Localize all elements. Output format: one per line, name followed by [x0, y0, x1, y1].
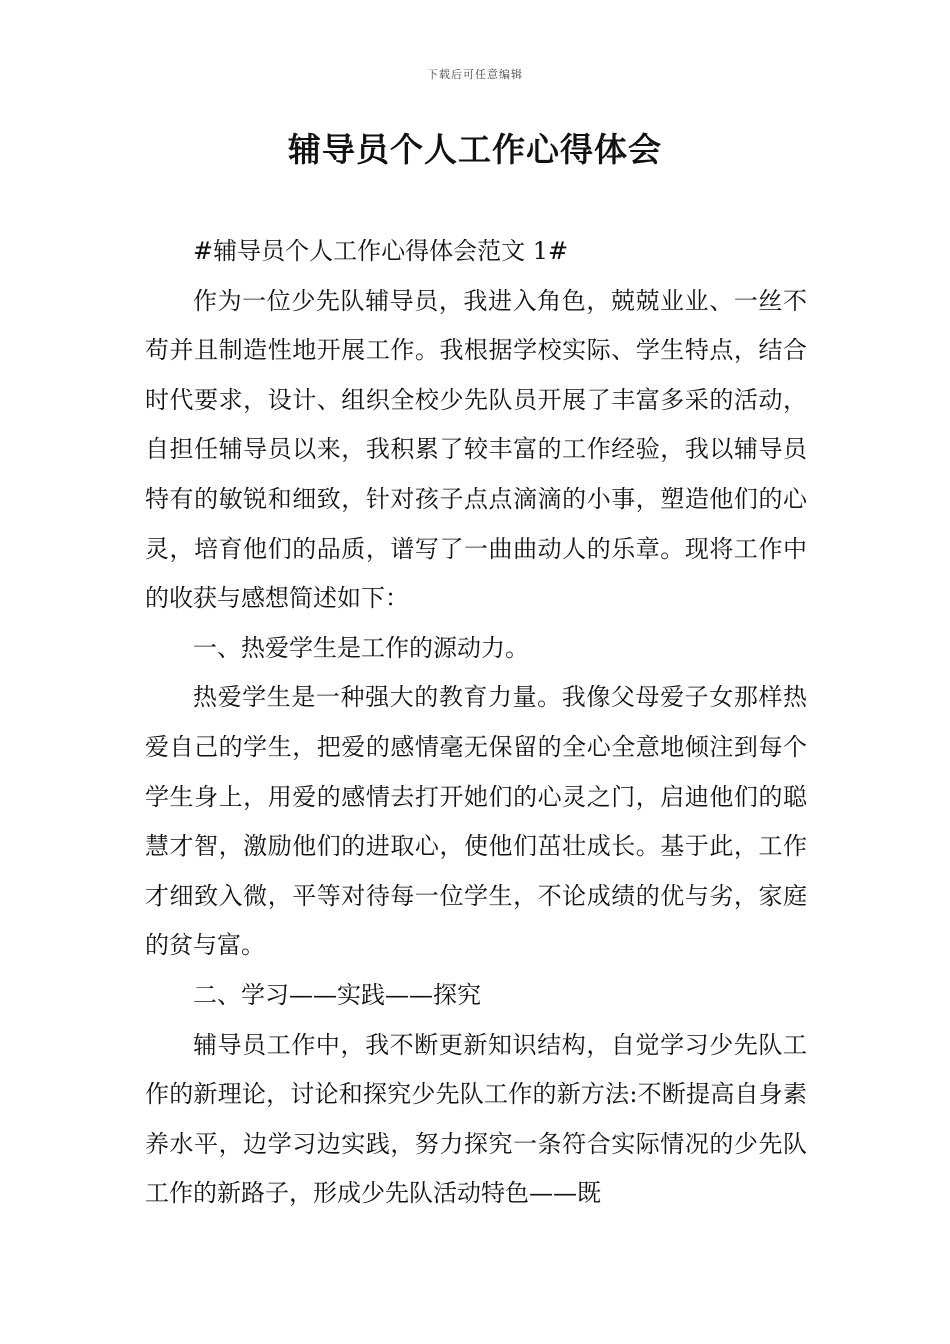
document-body — [145, 227, 807, 1219]
section-heading-1: 一、热爱学生是工作的源动力。 — [193, 633, 529, 662]
document-title: 辅导员个人工作心得体会 — [288, 130, 662, 169]
paragraph-intro: 作为一位少先队辅导员，我进入角色，兢兢业业、一丝不苟并且制造性地开展工作。我根据学校实际、学生特点，结合时代要求，设计、组织全校少先队员开展了丰富多采的活动，自担任辅导员以来，我积累了较丰富的工作经验，我以辅导员特有的敏锐和细致，针对孩子点点滴滴的小事，塑造他们的心灵，培育他们的品质，谱写了一曲曲动人的乐章。现将工作中的收获与感想简述如下： — [145, 286, 807, 613]
paragraph-section-1: 热爱学生是一种强大的教育力量。我像父母爱子女那样热爱自己的学生，把爱的感情毫无保留的全心全意地倾注到每个学生身上，用爱的感情去打开她们的心灵之门，启迪他们的聪慧才智，激励他们的进取心，使他们茁壮成长。基于此，工作才细致入微，平等对待每一位学生，不论成绩的优与劣，家庭的贫与富。 — [145, 683, 807, 960]
paragraph-subtitle: #辅导员个人工作心得体会范文 1# — [193, 237, 569, 265]
section-heading-2: 二、学习——实践——探究 — [193, 980, 481, 1009]
header-note: 下载后可任意编辑 — [427, 68, 523, 81]
paragraph-section-2: 辅导员工作中，我不断更新知识结构，自觉学习少先队工作的新理论，讨论和探究少先队工作的新方法:不断提高自身素养水平，边学习边实践，努力探究一条符合实际情况的少先队工作的新路子，形成少先队活动特色——既 — [145, 1030, 807, 1208]
